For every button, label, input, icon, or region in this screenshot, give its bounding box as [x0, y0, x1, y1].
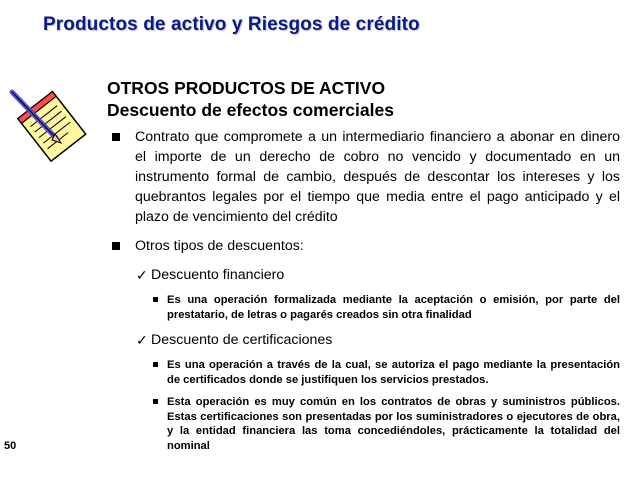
sub-bullet-text: Es una operación formalizada mediante la aceptación o emisión, por parte del prestatario, de letras o pagarés creados sin otra finalidad [167, 294, 620, 321]
check-mark-icon: ✓ [136, 332, 148, 348]
check-item-financiero [110, 265, 620, 285]
bullet-otros-tipos [110, 236, 620, 256]
sub-bullet [110, 395, 620, 453]
bullet-text: Contrato que compromete a un intermediario financiero a abonar en dinero el importe de un derecho de cobro no vencido y documentado en un instrumento formal de cambio, después de descontar los intereses y los quebrantos legales por el tiempo que media entre el pago anticipado y el plazo de vencimiento del crédito [135, 129, 620, 225]
check-label: Descuento de certificaciones [151, 332, 333, 348]
square-bullet-icon [153, 362, 158, 367]
check-mark-icon: ✓ [136, 267, 148, 283]
notepad-pencil-icon [6, 82, 92, 162]
bullet-text: Otros tipos de descuentos: [135, 238, 304, 254]
bullet-contrato [110, 127, 620, 227]
sub-bullet [110, 358, 620, 387]
slide-title: Productos de activo y Riesgos de crédito [43, 14, 420, 35]
heading-line-1: OTROS PRODUCTOS DE ACTIVO [107, 78, 386, 98]
sub-bullet [110, 293, 620, 322]
section-heading [107, 77, 394, 121]
square-bullet-icon [153, 297, 158, 302]
sub-bullet-text: Es una operación a través de la cual, se autoriza el pago mediante la presentación de certificados donde se justifiquen los servicios prestados. [167, 359, 620, 386]
sub-bullet-text: Esta operación es muy común en los contratos de obras y suministros públicos. Estas certificaciones son presentadas por los suministradores o ejecutores de obra, y la entidad financiera las toma concediéndoles, prácticamente la totalidad del nominal [167, 396, 620, 452]
check-label: Descuento financiero [151, 267, 285, 283]
square-bullet-icon [112, 242, 120, 250]
heading-line-2: Descuento de efectos comerciales [107, 100, 394, 120]
square-bullet-icon [153, 399, 158, 404]
slide-content [110, 127, 620, 461]
square-bullet-icon [112, 133, 120, 141]
page-number: 50 [4, 440, 17, 452]
check-item-certificaciones [110, 330, 620, 350]
